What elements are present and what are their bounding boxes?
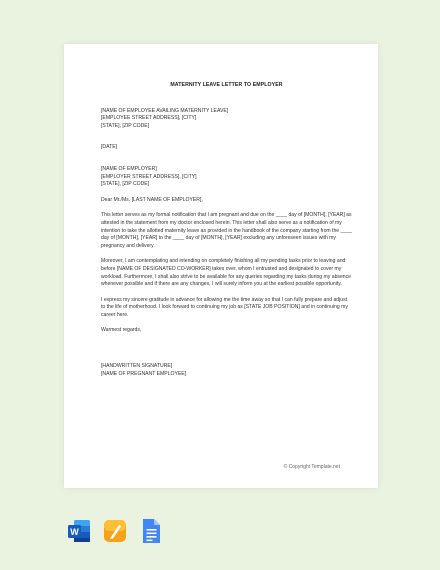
salutation: Dear Mr./Ms. [LAST NAME OF EMPLOYER],	[101, 196, 203, 203]
svg-text:W: W	[70, 527, 79, 537]
signature-line: [HANDWRITTEN SIGNATURE]	[101, 363, 173, 370]
copyright-text: © Copyright Template.net	[283, 464, 340, 470]
google-docs-icon[interactable]	[139, 517, 163, 545]
sender-line: [NAME OF EMPLOYEE AVAILING MATERNITY LEAVE]	[101, 107, 229, 114]
sender-line: [EMPLOYEE STREET ADDRESS], [CITY]	[101, 115, 197, 122]
paragraph-handover: Moreover, I am contemplating and intending on completely finishing all my pending tasks prior to leaving and before [NAME OF DESIGNATED CO-WORKER] takes over, whom I entrusted and designated to cover my workload. Furthermore, I shall also strive to be available for any queries regarding my tasks during my absence whenever possible and if there are any changes, I will surely inform you at the earliest possible opportunity.	[101, 258, 351, 288]
pages-icon[interactable]	[103, 517, 127, 545]
document-title: MATERNITY LEAVE LETTER TO EMPLOYER	[170, 82, 283, 88]
recipient-line: [EMPLOYER STREET ADDRESS], [CITY]	[101, 173, 197, 180]
signature-block	[101, 363, 352, 378]
closing: Warmest regards,	[101, 327, 142, 334]
paragraph-notification: This letter serves as my formal notification that I am pregnant and due on the ____ day of [MONTH], [YEAR] as attested in the statement from my doctor enclosed herein. This letter shall also serve as a notification of my intention to take the allotted maternity leave as provided in the handbook of the company starting from the ____ day of [MONTH], [YEAR] to the ____ day of [MONTH], [YEAR] excluding any unforeseen issues with my pregnancy and delivery.	[101, 212, 352, 249]
letter-page	[64, 44, 378, 488]
date-block	[101, 144, 352, 152]
app-icons	[67, 517, 163, 545]
word-icon[interactable]	[67, 517, 91, 545]
recipient-line: [STATE], [ZIP CODE]	[101, 181, 150, 188]
letter-body	[101, 82, 352, 386]
paragraph-gratitude: I express my sincere gratitude in advance for allowing me the time away so that I can fully prepare and adjust to the life of motherhood. I look forward to continuing my job as [STATE JOB POSITION] and in continuing my career here.	[101, 296, 348, 318]
signature-name: [NAME OF PREGNANT EMPLOYEE]	[101, 370, 187, 377]
sender-line: [STATE], [ZIP CODE]	[101, 122, 150, 129]
recipient-address	[101, 166, 352, 189]
date: [DATE]	[101, 144, 118, 151]
sender-address	[101, 108, 352, 131]
recipient-line: [NAME OF EMPLOYER]	[101, 165, 157, 172]
